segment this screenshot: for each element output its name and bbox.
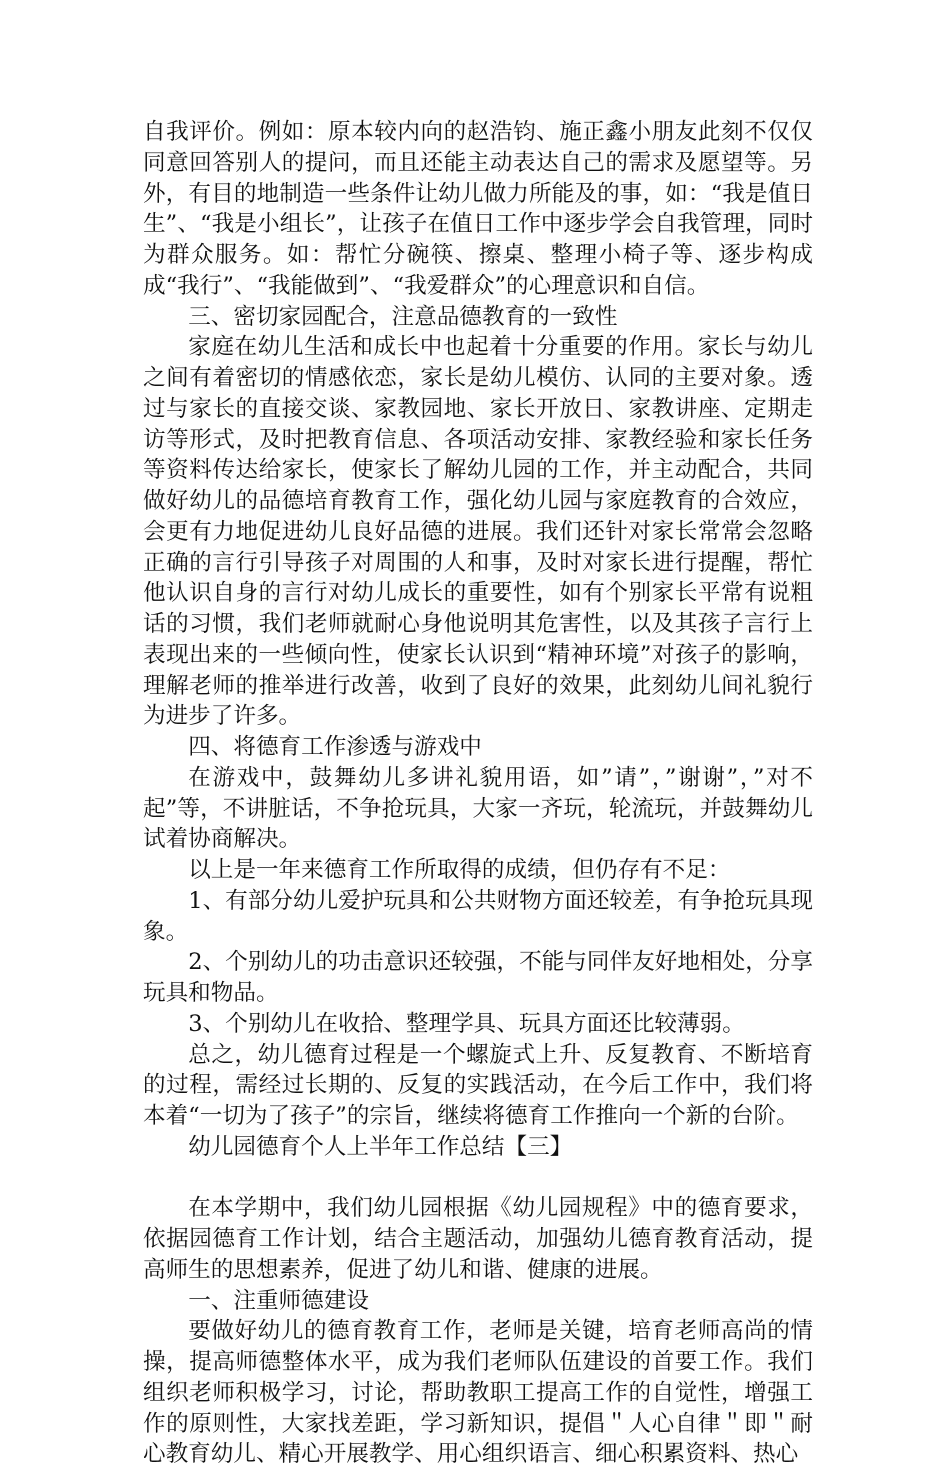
paragraph: 四、将德育工作渗透与游戏中 (188, 734, 482, 760)
paragraph: 1、有部分幼儿爱护玩具和公共财物方面还较差，有争抢玩具现象。 (143, 887, 813, 945)
paragraph: 在本学期中，我们幼儿园根据《幼儿园规程》中的德育要求，依据园德育工作计划，结合主题活动，加强幼儿德育教育活动，提高师生的思想素养，促进了幼儿和谐、健康的进展。 (143, 1195, 813, 1283)
paragraph: 一、注重师德建设 (188, 1287, 369, 1314)
paragraph: 2、个别幼儿的功击意识还较强，不能与同伴友好地相处，分享玩具和物品。 (143, 949, 813, 1006)
paragraph: 以上是一年来德育工作所取得的成绩，但仍存有不足： (188, 857, 731, 883)
paragraph: 三、密切家园配合，注意品德教育的一致性 (188, 303, 618, 330)
paragraph: 自我评价。例如：原本较内向的赵浩钧、施正鑫小朋友此刻不仅仅同意回答别人的提问，而且还能主动表达自己的需求及愿望等。另外，有目的地制造一些条件让幼儿做力所能及的事，如：“我是值日生”、“我是小组长”，让孩子在值日工作中逐步学会自我管理，同时为群众服务。如：帮忙分碗筷、擦桌、整理小椅子等、逐步构成成“我行”、“我能做到”、“我爱群众”的心理意识和自信。 (143, 119, 813, 299)
paragraph: 总之，幼儿德育过程是一个螺旋式上升、反复教育、不断培育的过程，需经过长期的、反复的实践活动，在今后工作中，我们将本着“一切为了孩子”的宗旨，继续将德育工作推向一个新的台阶。 (143, 1041, 813, 1129)
paragraph: 幼儿园德育个人上半年工作总结【三】 (188, 1133, 573, 1160)
paragraph: 3、个别幼儿在收拾、整理学具、玩具方面还比较薄弱。 (188, 1010, 745, 1037)
paragraph: 在游戏中，鼓舞幼儿多讲礼貌用语，如”请”，”谢谢”，”对不起”等，不讲脏话，不争抢玩具，大家一齐玩，轮流玩，并鼓舞幼儿试着协商解决。 (143, 764, 813, 853)
document-page (143, 117, 813, 1470)
blank-line (143, 1163, 813, 1194)
paragraph: 家庭在幼儿生活和成长中也起着十分重要的作用。家长与幼儿之间有着密切的情感依恋，家长是幼儿模仿、认同的主要对象。透过与家长的直接交谈、家教园地、家长开放日、家教讲座、定期走访等形式，及时把教育信息、各项活动安排、家教经验和家长任务等资料传达给家长，使家长了解幼儿园的工作，并主动配合，共同做好幼儿的品德培育教育工作，强化幼儿园与家庭教育的合效应，会更有力地促进幼儿良好品德的进展。我们还针对家长常常会忽略正确的言行引导孩子对周围的人和事，及时对家长进行提醒，帮忙他认识自身的言行对幼儿成长的重要性，如有个别家长平常有说粗话的习惯，我们老师就耐心身他说明其危害性，以及其孩子言行上表现出来的一些倾向性，使家长认识到“精神环境”对孩子的影响，理解老师的推举进行改善，收到了良好的效果，此刻幼儿间礼貌行为进步了许多。 (143, 334, 813, 730)
paragraph: 要做好幼儿的德育教育工作，老师是关键，培育老师高尚的情操，提高师德整体水平，成为我们老师队伍建设的首要工作。我们组织老师积极学习，讨论，帮助教职工提高工作的自觉性，增强工作的原则性，大家找差距，学习新知识，提倡＂人心自律＂即＂耐心教育幼儿、精心开展教学、用心组织语言、细心积累资料、热心 (143, 1318, 813, 1468)
